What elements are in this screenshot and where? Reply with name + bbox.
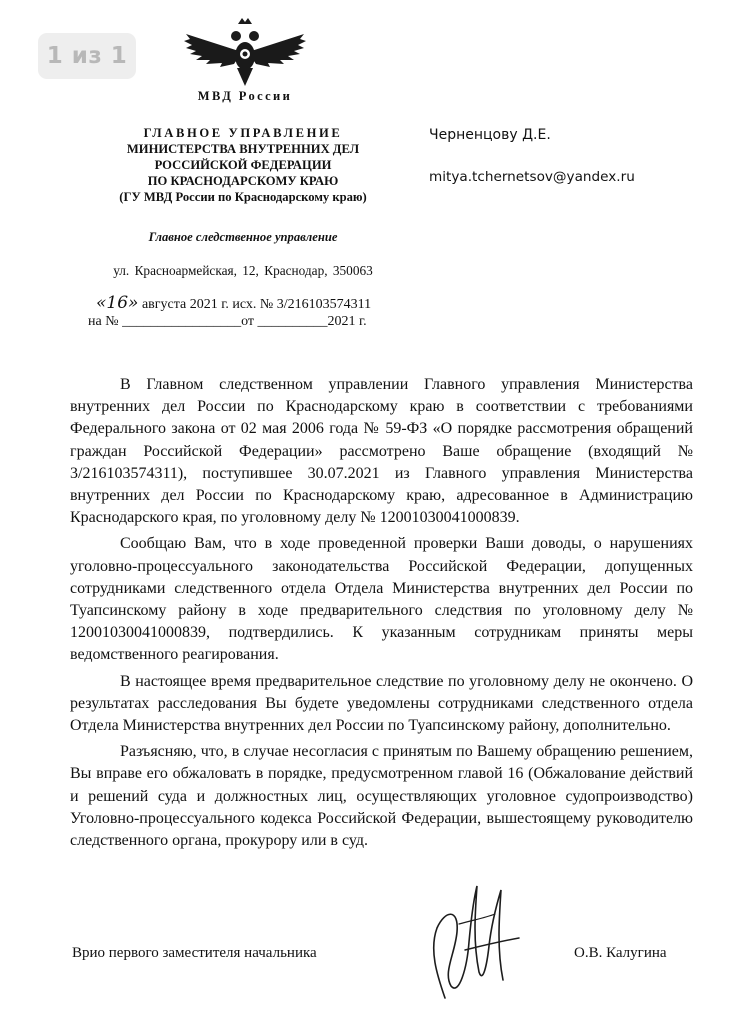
- recipient-name: Черненцову Д.Е.: [429, 127, 551, 143]
- reply-reference-line: на № _________________от __________2021 г.: [88, 314, 367, 329]
- signer-name: О.В. Калугина: [574, 945, 667, 961]
- org-line: (ГУ МВД России по Краснодарскому краю): [119, 190, 367, 204]
- org-line: ГЛАВНОЕ УПРАВЛЕНИЕ: [143, 126, 343, 140]
- signer-position: Врио первого заместителя начальника: [72, 945, 317, 961]
- body-paragraph: В Главном следственном управлении Главного управления Министерства внутренних дел России по Краснодарскому краю в соответствии с требованиями Федерального закона от 02 мая 2006 года № 59-ФЗ «О порядке рассмотрения обращений граждан Российской Федерации» рассмотрено Ваше обращение (входящий № 3/216103574311), поступившее 30.07.2021 из Главного управления Министерства внутренних дел России по Краснодарскому краю, адресованное в Администрацию Краснодарского края, по уголовному делу № 12001030041000839.: [70, 376, 693, 527]
- page-indicator[interactable]: 1 из 1: [38, 33, 136, 79]
- org-line: МИНИСТЕРСТВА ВНУТРЕННИХ ДЕЛ: [126, 142, 360, 156]
- recipient-email: mitya.tchernetsov@yandex.ru: [429, 169, 635, 185]
- handwritten-signature: [415, 880, 530, 1000]
- org-line: РОССИЙСКОЙ ФЕДЕРАЦИИ: [154, 158, 332, 172]
- organization-block: [92, 125, 394, 205]
- body-paragraph: В настоящее время предварительное следствие по уголовному делу не окончено. О результатах расследования Вы будете уведомлены сотрудниками следственного отдела Отдела Министерства внутренних дел России по Туапсинскому району, дополнительно.: [70, 672, 693, 735]
- department-name: Главное следственное управление: [148, 230, 338, 244]
- org-line: ПО КРАСНОДАРСКОМУ КРАЮ: [147, 174, 339, 188]
- body-paragraph: Разъясняю, что, в случае несогласия с принятым по Вашему обращению решением, Вы вправе его обжаловать в порядке, предусмотренном главой 16 (Обжалование действий и решений суда и должностных лиц, осуществляющих уголовное судопроизводство) Уголовно-процессуального кодекса Российской Федерации, вышестоящему руководителю следственного органа, прокурору или в суд.: [70, 743, 693, 850]
- letter-body: [70, 374, 693, 856]
- outgoing-date-line: [96, 293, 371, 313]
- ministry-label: МВД России: [197, 89, 293, 103]
- outgoing-number: августа 2021 г. исх. № 3/216103574311: [138, 297, 372, 312]
- handwritten-day: «16»: [96, 293, 139, 313]
- mvd-eagle-emblem-icon: [180, 14, 310, 88]
- address: ул. Красноармейская, 12, Краснодар, 350063: [113, 263, 373, 278]
- body-paragraph: Сообщаю Вам, что в ходе проведенной проверки Ваши доводы, о нарушениях уголовно-процессуального законодательства Российской Федерации, допущенных сотрудниками следственного отдела Отдела Министерства внутренних дел России по Туапсинскому району в ходе предварительного следствия по уголовному делу № 12001030041000839, подтвердились. К указанным сотрудникам приняты меры ведомственного реагирования.: [70, 535, 693, 664]
